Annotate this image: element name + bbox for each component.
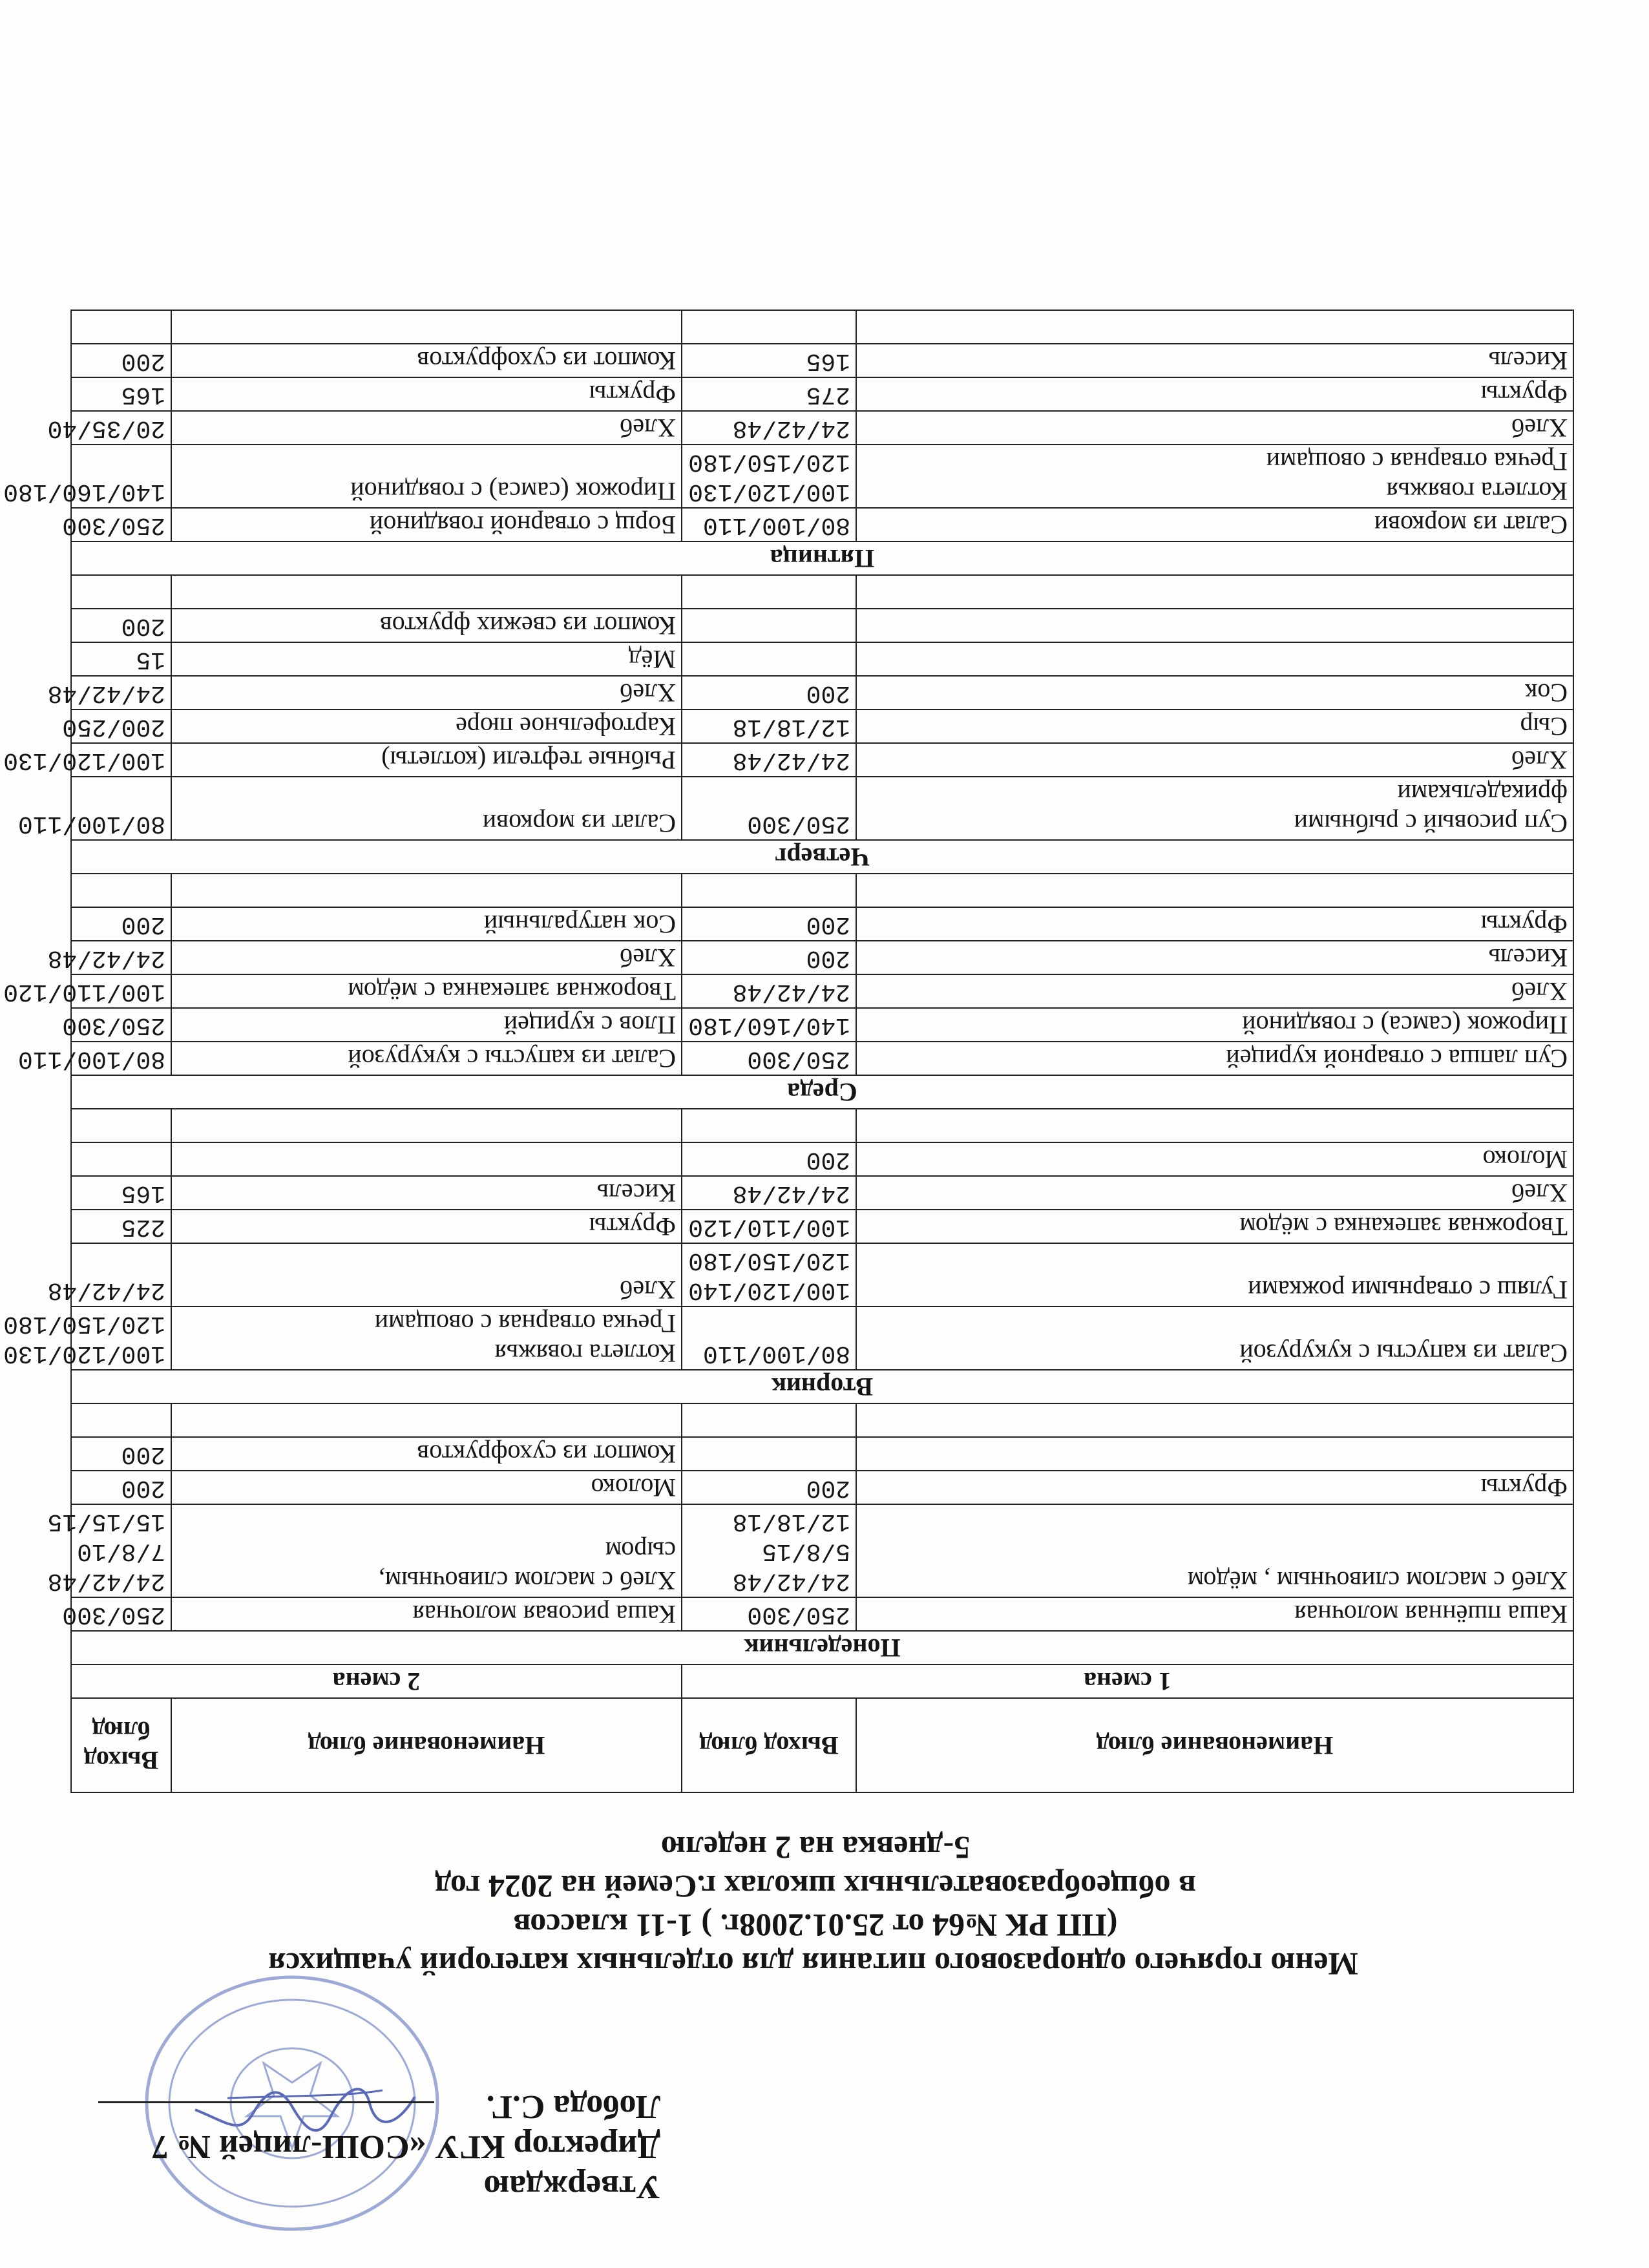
- dish-shift2-text: Борщ с отварной говядиной: [369, 510, 676, 540]
- dish-shift2-text: Салат из моркови: [482, 809, 676, 838]
- spacer-cell: [171, 1403, 682, 1437]
- table-row: [71, 1210, 1573, 1243]
- spacer-cell: [856, 1109, 1573, 1142]
- spacer-row: [71, 1109, 1573, 1142]
- output-shift1-cell: [682, 1176, 856, 1210]
- table-row: [71, 1042, 1573, 1075]
- output-shift2-text: 250/300: [62, 511, 165, 539]
- output-shift1-cell: [682, 1008, 856, 1042]
- dish-shift1-cell: [856, 1210, 1573, 1243]
- table-row: [71, 642, 1573, 676]
- dish-shift2-text: Сок натуральный: [483, 910, 676, 939]
- table-row: [71, 676, 1573, 709]
- spacer-row: [71, 575, 1573, 609]
- output-shift2-text: 80/100/110: [17, 1045, 165, 1073]
- table-row: [71, 344, 1573, 377]
- title-line-4: 5-дневка на 2 неделю: [660, 1830, 971, 1866]
- output-shift2-cell: [62, 1008, 171, 1042]
- output-shift1-cell: [682, 377, 856, 411]
- output-shift1-cell: [682, 508, 856, 541]
- dish-shift2-text: Хлеб: [620, 943, 676, 972]
- dish-shift1-text: Суп лапша с отварной курицей: [1226, 1044, 1568, 1073]
- dish-shift1-cell: [856, 1597, 1573, 1631]
- day-row: [71, 541, 1573, 575]
- dish-shift2-text: [177, 1144, 676, 1174]
- output-shift2-text: 200: [121, 1474, 165, 1502]
- output-shift1-cell: [682, 1042, 856, 1075]
- table-row: [71, 508, 1573, 541]
- dish-shift1-cell: [856, 974, 1573, 1008]
- output-shift1-text: [688, 611, 850, 640]
- output-shift2-text: 120/150/180: [3, 1310, 165, 1338]
- output-shift1-text: 200: [806, 679, 850, 707]
- table-row: [71, 1597, 1573, 1631]
- spacer-cell: [682, 1403, 856, 1437]
- dish-shift2-cell: [171, 1597, 682, 1631]
- dish-shift1-cell: [856, 941, 1573, 974]
- output-shift1-text: 24/42/48: [732, 1179, 850, 1207]
- dish-shift1-text: Хлеб: [1511, 746, 1568, 775]
- dish-shift1-text: Сок: [1524, 678, 1568, 708]
- output-shift2-text: 80/100/110: [17, 810, 165, 837]
- output-shift2-cell: [71, 642, 171, 676]
- dish-shift2-text: Компот из свежих фруктов: [379, 611, 676, 640]
- output-shift1-text: 120/150/180: [688, 1246, 850, 1274]
- dish-shift1-text: Кисель: [1488, 943, 1568, 972]
- output-shift1-cell: [682, 411, 856, 445]
- table-row: [71, 1243, 1573, 1307]
- dish-shift2-text: Каша рисовая молочная: [412, 1600, 676, 1629]
- output-shift1-text: 200: [806, 944, 850, 972]
- spacer-cell: [856, 874, 1573, 907]
- dish-shift1-text: Творожная запеканка с мёдом: [1239, 1212, 1568, 1241]
- output-shift1-cell: [682, 743, 856, 777]
- output-shift1-cell: [682, 344, 856, 377]
- output-shift2-text: 140/160/180: [3, 478, 165, 505]
- output-shift2-cell: [71, 377, 171, 411]
- dish-shift1-text: [862, 1439, 1568, 1469]
- dish-shift2-cell: [171, 1008, 682, 1042]
- output-shift2-text: 20/35/40: [47, 414, 165, 442]
- output-shift2-cell: [71, 1210, 171, 1243]
- output-shift2-cell: [47, 1504, 171, 1597]
- dish-shift1-cell: [856, 1008, 1573, 1042]
- spacer-cell: [171, 1109, 682, 1142]
- dish-shift1-text: Фрукты: [1480, 1473, 1568, 1502]
- day-row: [71, 840, 1573, 874]
- dish-shift2-text: Фрукты: [589, 1212, 676, 1241]
- spacer-cell: [171, 310, 682, 344]
- dish-shift2-cell: [171, 743, 682, 777]
- dish-shift2-text: Котлета говяжья: [494, 1339, 676, 1368]
- dish-shift2-text: Хлеб: [620, 678, 676, 708]
- output-shift1-text: 165: [806, 347, 850, 375]
- dish-shift2-cell: [171, 411, 682, 445]
- dish-shift2-cell: [171, 1042, 682, 1075]
- spacer-cell: [171, 575, 682, 609]
- dish-shift2-cell: [171, 1243, 682, 1307]
- output-shift1-cell: [682, 709, 856, 743]
- dish-shift1-text: Каша пшённая молочная: [1294, 1600, 1568, 1629]
- dish-shift1-text: Сыр: [1520, 712, 1568, 741]
- dish-shift2-text: Творожная запеканка с мёдом: [348, 977, 676, 1006]
- output-shift1-cell: [682, 907, 856, 941]
- table-row: [71, 1437, 1573, 1471]
- output-shift2-text: 15/15/15: [47, 1507, 165, 1535]
- output-shift2-text: 200: [121, 347, 165, 375]
- table-row: [71, 941, 1573, 974]
- output-shift2-text: [77, 1144, 165, 1174]
- table-row: [71, 377, 1573, 411]
- dish-shift2-cell: [171, 344, 682, 377]
- dish-shift2-text: Хлеб: [620, 1276, 676, 1305]
- dish-shift2-text: Рыбные тефтели (котлеты): [381, 746, 676, 775]
- dish-shift1-text: Суп рисовый с рыбными: [1294, 809, 1568, 838]
- output-shift2-text: 15: [136, 646, 165, 673]
- output-shift2-cell: [62, 1597, 171, 1631]
- dish-shift1-text: Гречка отварная с овощами: [1266, 447, 1568, 476]
- output-shift1-text: 100/120/140: [688, 1276, 850, 1304]
- output-shift2-cell: [71, 1471, 171, 1504]
- dish-shift1-cell: [856, 508, 1573, 541]
- output-shift1-text: 120/150/180: [688, 448, 850, 476]
- dish-shift2-cell: [171, 1307, 682, 1370]
- title-line-3: в общеобразовательных школах г.Семей на 2024 год: [435, 1869, 1196, 1905]
- dish-shift1-text: Хлеб с маслом сливочным , мёдом: [1187, 1566, 1568, 1595]
- output-shift1-cell: [682, 941, 856, 974]
- dish-shift2-cell: [171, 1437, 682, 1471]
- spacer-cell: [682, 874, 856, 907]
- output-shift2-cell: [71, 1437, 171, 1471]
- output-shift1-cell: [682, 974, 856, 1008]
- table-header-row: [71, 1698, 1573, 1792]
- signature-line: [98, 2101, 434, 2103]
- output-shift2-text: 100/120/130: [3, 746, 165, 774]
- output-shift1-cell: [682, 1504, 856, 1597]
- output-shift2-text: 200: [121, 910, 165, 938]
- table-row: [71, 1176, 1573, 1210]
- table-row: [71, 743, 1573, 777]
- approval-signatory: Лобода С.Г.: [486, 2088, 660, 2125]
- output-shift1-cell: [682, 676, 856, 709]
- output-shift2-cell: [3, 974, 171, 1008]
- table-row: [71, 777, 1573, 840]
- table-row: [71, 907, 1573, 941]
- output-shift2-text: 200: [121, 1440, 165, 1468]
- dish-shift1-cell: [856, 1142, 1573, 1176]
- output-shift1-text: 140/160/180: [688, 1011, 850, 1039]
- output-shift1-cell: [682, 1210, 856, 1243]
- dish-shift2-cell: [171, 1210, 682, 1243]
- output-shift1-text: 80/100/110: [702, 511, 850, 539]
- approval-block: [79, 2086, 660, 2207]
- shift-1-label: 1 смена: [682, 1664, 1573, 1698]
- approval-heading: Утверждаю: [483, 2168, 660, 2205]
- dish-shift2-text: Фрукты: [589, 380, 676, 409]
- output-shift1-text: 100/110/120: [688, 1213, 850, 1241]
- output-shift2-text: 7/8/10: [77, 1537, 165, 1565]
- output-shift2-cell: [47, 676, 171, 709]
- output-shift2-cell: [71, 1142, 171, 1176]
- dish-shift1-cell: [856, 1307, 1573, 1370]
- dish-shift2-cell: [171, 377, 682, 411]
- dish-shift1-text: Котлета говяжья: [1386, 477, 1568, 506]
- dish-shift1-cell: [856, 1042, 1573, 1075]
- dish-shift1-cell: [856, 1176, 1573, 1210]
- dish-shift1-text: Пирожок (самса) с говядиной: [1242, 1011, 1568, 1040]
- shift-row: [71, 1664, 1573, 1698]
- dish-shift2-cell: [171, 974, 682, 1008]
- output-shift1-text: 24/42/48: [732, 978, 850, 1005]
- dish-shift1-cell: [856, 344, 1573, 377]
- output-shift2-text: 165: [121, 381, 165, 408]
- output-shift2-cell: [3, 1307, 171, 1370]
- output-shift2-text: 200/250: [62, 713, 165, 740]
- output-shift1-text: 80/100/110: [702, 1339, 850, 1367]
- table-row: [71, 974, 1573, 1008]
- dish-shift1-cell: [856, 445, 1573, 508]
- table-row: [71, 411, 1573, 445]
- output-shift1-cell: [682, 1243, 856, 1307]
- day-label: Понедельник: [71, 1631, 1573, 1664]
- output-shift1-text: 100/120/130: [688, 478, 850, 505]
- output-shift2-text: 250/300: [62, 1011, 165, 1039]
- output-shift1-cell: [682, 1471, 856, 1504]
- menu-table: [3, 310, 1574, 1793]
- spacer-cell: [71, 310, 171, 344]
- output-shift1-text: [688, 1439, 850, 1469]
- spacer-cell: [171, 874, 682, 907]
- table-row: [71, 709, 1573, 743]
- header-output-shift2: Выход блюд: [71, 1698, 171, 1792]
- output-shift2-text: 24/42/48: [47, 679, 165, 707]
- output-shift1-text: 250/300: [747, 1601, 850, 1628]
- header-dish-shift2: Наименование блюд: [171, 1698, 682, 1792]
- dish-shift1-cell: [856, 1243, 1573, 1307]
- table-row: [71, 609, 1573, 642]
- output-shift1-text: 12/18/18: [732, 1507, 850, 1535]
- output-shift1-text: 200: [806, 1146, 850, 1173]
- output-shift2-cell: [47, 1243, 171, 1307]
- dish-shift1-text: Салат из капусты с кукурузой: [1239, 1339, 1568, 1368]
- dish-shift2-cell: [171, 777, 682, 840]
- day-label: Четверг: [71, 840, 1573, 874]
- day-label: Вторник: [71, 1370, 1573, 1403]
- output-shift2-cell: [17, 1042, 171, 1075]
- output-shift2-cell: [71, 907, 171, 941]
- output-shift1-text: 200: [806, 1474, 850, 1502]
- output-shift2-cell: [71, 344, 171, 377]
- document-title: [111, 1829, 1520, 1984]
- day-label: Пятница: [71, 541, 1573, 575]
- output-shift2-cell: [71, 609, 171, 642]
- dish-shift2-cell: [171, 1504, 682, 1597]
- spacer-cell: [856, 1403, 1573, 1437]
- output-shift2-text: 24/42/48: [47, 944, 165, 972]
- shift-2-label: 2 смена: [71, 1664, 682, 1698]
- dish-shift2-cell: [171, 1176, 682, 1210]
- output-shift2-cell: [3, 445, 171, 508]
- dish-shift2-cell: [171, 508, 682, 541]
- output-shift1-cell: [682, 1307, 856, 1370]
- dish-shift1-cell: [856, 676, 1573, 709]
- dish-shift2-text: Компот из сухофруктов: [417, 1440, 676, 1469]
- table-row: [71, 1008, 1573, 1042]
- spacer-row: [71, 310, 1573, 344]
- dish-shift1-text: Гуляш с отварными рожками: [1248, 1276, 1568, 1305]
- spacer-row: [71, 874, 1573, 907]
- output-shift1-cell: [682, 642, 856, 676]
- dish-shift1-cell: [856, 777, 1573, 840]
- output-shift1-cell: [682, 1437, 856, 1471]
- dish-shift1-cell: [856, 609, 1573, 642]
- dish-shift1-text: Салат из моркови: [1374, 510, 1568, 540]
- dish-shift2-text: Картофельное пюре: [456, 712, 676, 741]
- dish-shift1-cell: [856, 1437, 1573, 1471]
- dish-shift2-text: сыром: [605, 1537, 676, 1566]
- day-label: Среда: [71, 1075, 1573, 1109]
- dish-shift1-text: Хлеб: [1511, 414, 1568, 443]
- dish-shift1-text: Молоко: [1482, 1145, 1568, 1174]
- dish-shift2-text: Мёд: [628, 645, 676, 674]
- title-line-1: Меню горячего одноразового питания для отдельных категорий учащихся: [268, 1946, 1358, 1982]
- output-shift2-cell: [62, 508, 171, 541]
- output-shift2-text: 165: [121, 1179, 165, 1207]
- dish-shift2-cell: [171, 1142, 682, 1176]
- output-shift2-text: 250/300: [62, 1601, 165, 1628]
- spacer-cell: [682, 575, 856, 609]
- table-row: [71, 1471, 1573, 1504]
- spacer-cell: [682, 310, 856, 344]
- menu-body: [3, 310, 1573, 1698]
- day-row: [71, 1631, 1573, 1664]
- dish-shift1-text: [862, 611, 1568, 640]
- output-shift1-cell: [682, 1142, 856, 1176]
- table-row: [71, 1504, 1573, 1597]
- dish-shift1-cell: [856, 377, 1573, 411]
- output-shift2-text: 100/120/130: [3, 1339, 165, 1367]
- dish-shift1-text: Фрукты: [1480, 380, 1568, 409]
- spacer-cell: [682, 1109, 856, 1142]
- output-shift1-text: 12/18/18: [732, 713, 850, 740]
- dish-shift2-cell: [171, 907, 682, 941]
- dish-shift2-text: Кисель: [596, 1179, 676, 1208]
- output-shift2-cell: [47, 941, 171, 974]
- spacer-cell: [71, 575, 171, 609]
- dish-shift1-cell: [856, 907, 1573, 941]
- output-shift1-cell: [682, 777, 856, 840]
- day-row: [71, 1075, 1573, 1109]
- spacer-cell: [71, 1403, 171, 1437]
- dish-shift1-cell: [856, 411, 1573, 445]
- dish-shift1-text: Хлеб: [1511, 977, 1568, 1006]
- dish-shift2-text: Хлеб с маслом сливочным,: [378, 1566, 676, 1595]
- output-shift2-text: 24/42/48: [47, 1276, 165, 1304]
- table-row: [71, 1307, 1573, 1370]
- output-shift2-text: 100/110/120: [3, 978, 165, 1005]
- header-dish-shift1: Наименование блюд: [856, 1698, 1573, 1792]
- spacer-cell: [856, 310, 1573, 344]
- title-line-2: (ПП РК №64 от 25.01.2008г. ) 1-11 классов: [513, 1907, 1118, 1944]
- output-shift1-text: 5/8/15: [762, 1537, 850, 1565]
- output-shift1-text: 24/42/48: [732, 746, 850, 774]
- dish-shift1-text: [862, 644, 1568, 674]
- dish-shift2-cell: [171, 709, 682, 743]
- dish-shift2-cell: [171, 1471, 682, 1504]
- output-shift2-cell: [47, 411, 171, 445]
- dish-shift2-text: Молоко: [591, 1473, 676, 1502]
- dish-shift1-text: Кисель: [1488, 346, 1568, 375]
- dish-shift2-cell: [171, 642, 682, 676]
- output-shift2-text: 200: [121, 612, 165, 640]
- approval-position: Директор КГУ «СОШ-лицей № 7: [151, 2128, 660, 2165]
- output-shift1-text: 200: [806, 910, 850, 938]
- output-shift2-cell: [62, 709, 171, 743]
- dish-shift2-cell: [171, 445, 682, 508]
- output-shift2-text: 24/42/48: [47, 1567, 165, 1595]
- dish-shift2-text: Хлеб: [620, 414, 676, 443]
- output-shift1-text: [688, 644, 850, 674]
- output-shift2-text: 225: [121, 1213, 165, 1241]
- output-shift1-cell: [682, 1597, 856, 1631]
- dish-shift1-cell: [856, 743, 1573, 777]
- dish-shift2-cell: [171, 941, 682, 974]
- output-shift1-text: 250/300: [747, 1045, 850, 1073]
- spacer-cell: [71, 1109, 171, 1142]
- output-shift1-text: 24/42/48: [732, 414, 850, 442]
- day-row: [71, 1370, 1573, 1403]
- output-shift1-cell: [682, 445, 856, 508]
- dish-shift1-text: Фрукты: [1480, 910, 1568, 939]
- header-output-shift1: Выход блюд: [682, 1698, 856, 1792]
- dish-shift2-text: Компот из сухофруктов: [417, 346, 676, 375]
- output-shift1-text: 250/300: [747, 810, 850, 837]
- table-row: [71, 445, 1573, 508]
- dish-shift2-text: Гречка отварная с овощами: [374, 1309, 676, 1338]
- output-shift2-cell: [3, 743, 171, 777]
- dish-shift1-cell: [856, 1504, 1573, 1597]
- spacer-cell: [856, 575, 1573, 609]
- output-shift2-cell: [17, 777, 171, 840]
- dish-shift2-text: Плов с курицей: [503, 1011, 676, 1040]
- output-shift1-cell: [682, 609, 856, 642]
- dish-shift1-cell: [856, 1471, 1573, 1504]
- table-row: [71, 1142, 1573, 1176]
- dish-shift2-text: Пирожок (самса) с говядиной: [350, 477, 676, 506]
- dish-shift1-cell: [856, 642, 1573, 676]
- spacer-cell: [71, 874, 171, 907]
- dish-shift2-text: Салат из капусты с кукурузой: [348, 1044, 676, 1073]
- output-shift2-cell: [71, 1176, 171, 1210]
- dish-shift2-cell: [171, 609, 682, 642]
- dish-shift1-text: Хлеб: [1511, 1179, 1568, 1208]
- output-shift1-text: 275: [806, 381, 850, 408]
- dish-shift1-text: фрикадельками: [1397, 779, 1568, 808]
- output-shift1-text: 24/42/48: [732, 1567, 850, 1595]
- dish-shift2-cell: [171, 676, 682, 709]
- dish-shift1-cell: [856, 709, 1573, 743]
- spacer-row: [71, 1403, 1573, 1437]
